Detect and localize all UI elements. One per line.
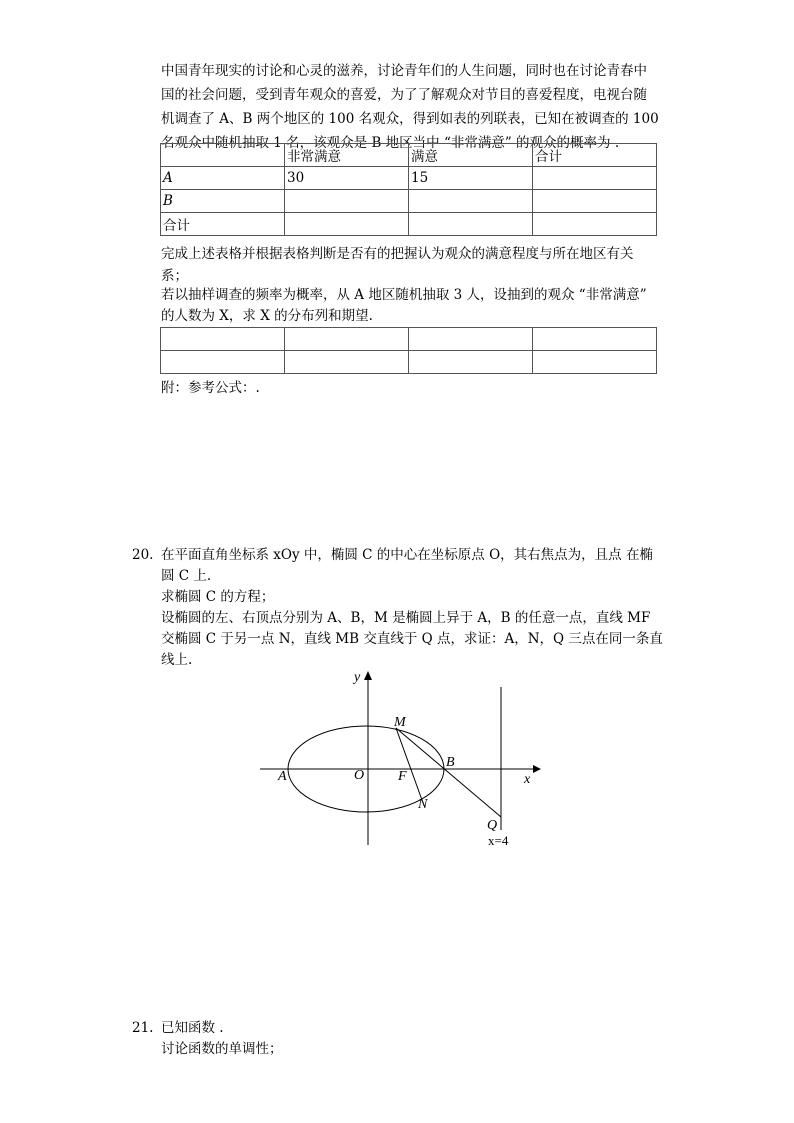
q19-intro-line-2: 国的社会问题，受到青年观众的喜爱，为了了解观众对节目的喜爱程度，电视台随 — [161, 87, 647, 103]
table-cell: 合计 — [161, 213, 285, 236]
label-x: x — [524, 772, 531, 787]
table-row — [161, 167, 657, 190]
table-row — [161, 144, 657, 167]
table-cell — [533, 328, 657, 351]
table-cell — [161, 351, 285, 374]
label-a: A — [278, 769, 287, 784]
label-y: y — [354, 670, 361, 685]
y-axis-arrow-icon — [364, 671, 372, 680]
table-cell — [409, 213, 533, 236]
q19-appendix: 附：参考公式：. — [161, 380, 260, 396]
q20-line-2: 圆 C 上. — [161, 568, 212, 584]
q19-intro-line-1: 中国青年现实的讨论和心灵的滋养，讨论青年们的人生问题，同时也在讨论青春中 — [161, 63, 647, 79]
table-row — [161, 351, 657, 374]
table-row — [161, 328, 657, 351]
table-row — [161, 190, 657, 213]
table-cell — [533, 351, 657, 374]
q19-intro-line-3: 机调查了 A、B 两个地区的 100 名观众，得到如表的列联表，已知在被调查的 100 — [161, 111, 659, 127]
table-cell: A — [161, 167, 285, 190]
label-n: N — [418, 797, 428, 812]
q19-part2-line-1: 若以抽样调查的频率为概率，从 A 地区随机抽取 3 人，设抽到的观众 “非常满意” — [161, 287, 647, 303]
table-cell: 合计 — [533, 144, 657, 167]
q19-part1-line-2: 系； — [161, 268, 188, 284]
table-row — [161, 213, 657, 236]
table-cell — [533, 213, 657, 236]
table-cell — [285, 190, 409, 213]
q20-line-5: 交椭圆 C 于另一点 N，直线 MB 交直线于 Q 点，求证：A，N，Q 三点在同一条直 — [161, 631, 663, 647]
q20-line-4: 设椭圆的左、右顶点分别为 A、B，M 是椭圆上异于 A，B 的任意一点，直线 MF — [161, 610, 651, 626]
table-cell — [533, 167, 657, 190]
table-cell — [285, 351, 409, 374]
table-cell — [161, 328, 285, 351]
table-cell — [409, 190, 533, 213]
table-cell — [409, 351, 533, 374]
q20-number: 20. — [132, 547, 154, 563]
label-b: B — [446, 755, 455, 770]
x-axis-arrow-icon — [533, 765, 541, 773]
table-cell: 30 — [285, 167, 409, 190]
q19-intro-line-4: 名观众中随机抽取 1 名，该观众是 B 地区当中 “非常满意” 的观众的概率为 . — [161, 135, 620, 151]
table-cell — [285, 328, 409, 351]
q19-part1-line-1: 完成上述表格并根据表格判断是否有的把握认为观众的满意程度与所在地区有关 — [161, 246, 634, 262]
distribution-table — [160, 327, 657, 374]
label-o: O — [354, 768, 365, 783]
q21-number: 21. — [132, 1020, 154, 1036]
contingency-table — [160, 143, 657, 236]
table-cell — [409, 328, 533, 351]
label-m: M — [394, 715, 406, 730]
label-f: F — [398, 769, 407, 784]
q20-line-6: 线上. — [161, 652, 193, 668]
table-cell: B — [161, 190, 285, 213]
label-q: Q — [487, 818, 498, 833]
q21-line-2: 讨论函数的单调性； — [161, 1041, 283, 1057]
table-cell: 满意 — [409, 144, 533, 167]
q20-line-3: 求椭圆 C 的方程； — [161, 589, 275, 605]
table-cell: 15 — [409, 167, 533, 190]
table-cell — [533, 190, 657, 213]
label-x-eq-4: x=4 — [488, 833, 509, 848]
table-cell — [161, 144, 285, 167]
q19-part2-line-2: 的人数为 X，求 X 的分布列和期望. — [161, 308, 373, 324]
ellipse-figure — [250, 665, 550, 855]
table-cell: 非常满意 — [285, 144, 409, 167]
table-cell — [285, 213, 409, 236]
q21-line-1: 已知函数 . — [161, 1020, 224, 1036]
q20-line-1: 在平面直角坐标系 xOy 中，椭圆 C 的中心在坐标原点 O，其右焦点为，且点 在椭 — [161, 547, 653, 563]
